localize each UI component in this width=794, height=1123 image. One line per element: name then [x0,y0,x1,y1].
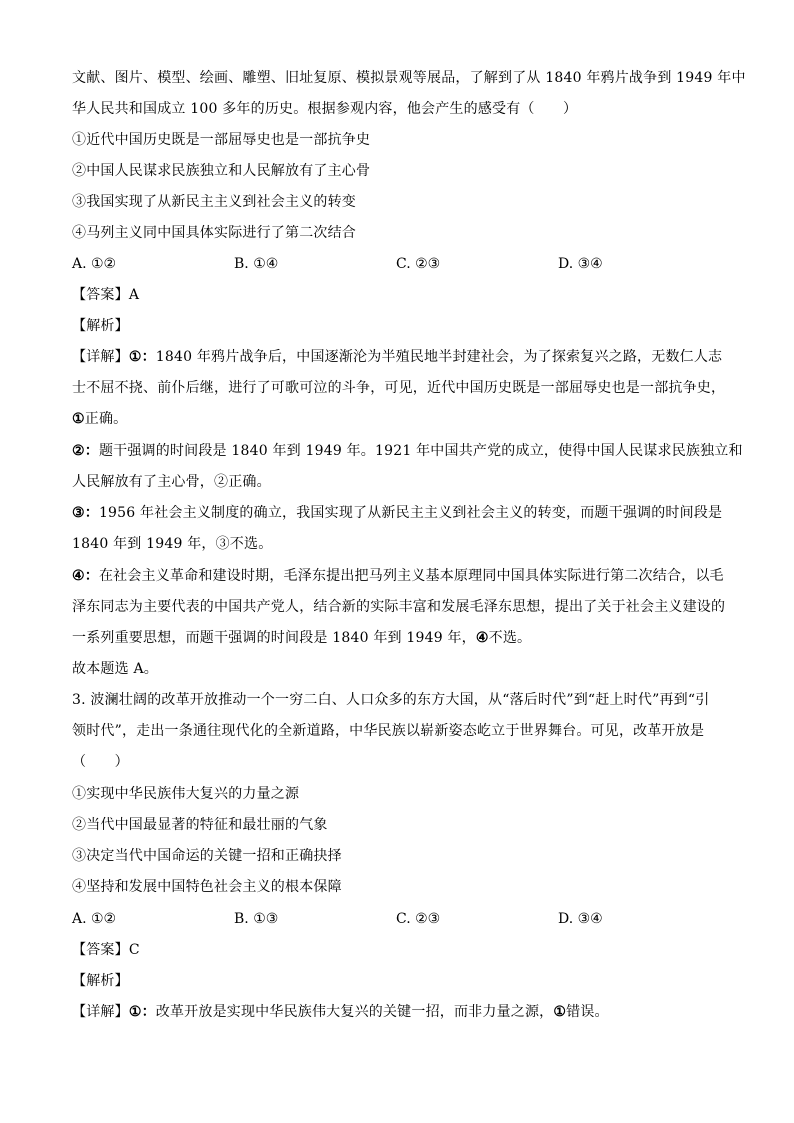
q3-answer [72,941,724,959]
detail-2-text: 题干强调的时间段是 1840 年到 1949 年。1921 年中国共产党的成立，使得中国人民谋求民族独立和 [98,443,743,459]
detail-label: 【详解】 [72,1004,129,1020]
q3-option-c: C. ②③ [396,911,441,927]
q2-answer [72,286,724,304]
detail-1-mark: ① [72,411,85,427]
answer-label: 【答案】 [72,942,129,958]
detail-1-text: 1840 年鸦片战争后，中国逐渐沦为半殖民地半封建社会，为了探索复兴之路，无数仁人志 [155,349,723,365]
q3-option-d: D. ③④ [558,911,603,927]
q2-detail-1-line-2: 士不屈不挠、前仆后继，进行了可歌可泣的斗争，可见，近代中国历史既是一部屈辱史也是一部抗争史， [72,380,726,396]
q2-detail-4-line-1 [72,567,724,585]
detail-4-post: 不选。 [488,630,532,646]
q2-detail-2-line-2: 人民解放有了主心骨，②正确。 [72,474,271,490]
q3-stem-line-2: 领时代”，走出一条通往现代化的全新道路，中华民族以崭新姿态屹立于世界舞台。可见，改革开放是 [72,723,705,739]
q3-detail-1-line-1 [72,1003,724,1021]
q2-stem-line-1: 文献、图片、模型、绘画、雕塑、旧址复原、模拟景观等展品，了解到了从 1840 年鸦片战争到 1949 年中 [72,70,746,86]
q2-analysis-label: 【解析】 [72,318,129,334]
detail-1-end: 正确。 [84,411,128,427]
q2-detail-2-line-1 [72,442,743,460]
detail-4-pre: 一系列重要思想，而题干强调的时间段是 1840 年到 1949 年， [72,630,476,646]
q2-conclusion: 故本题选 A。 [72,661,158,677]
q2-stem-line-2: 华人民共和国成立 100 多年的历史。根据参观内容，他会产生的感受有（ ） [72,101,578,117]
detail-3-lead: ③： [72,505,99,521]
q3-item-1: ①实现中华民族伟大复兴的力量之源 [72,786,300,802]
q3-option-b: B. ①③ [234,911,279,927]
q2-option-a: A. ①② [72,256,117,272]
q3-option-a: A. ①② [72,911,117,927]
answer-value: C [128,942,140,958]
detail-1-end: 错误。 [566,1004,609,1020]
answer-label: 【答案】 [72,287,129,303]
q2-item-4: ④马列主义同中国具体实际进行了第二次结合 [72,225,356,241]
detail-1-lead: ①： [128,1004,156,1020]
answer-value: A [128,287,140,303]
q3-stem-line-3: （ ） [72,754,129,770]
q3-item-4: ④坚持和发展中国特色社会主义的根本保障 [72,879,342,895]
detail-2-lead: ②： [72,443,99,459]
q2-detail-1-line-3 [72,410,724,428]
detail-3-text: 1956 年社会主义制度的确立，我国实现了从新民主主义到社会主义的转变，而题干强调的时间段是 [98,505,723,521]
q3-analysis-label: 【解析】 [72,973,129,989]
detail-4-mark: ④ [475,630,489,646]
q2-detail-3-line-1 [72,504,724,522]
q2-detail-4-line-3 [72,629,724,647]
detail-4-text: 在社会主义革命和建设时期，毛泽东提出把马列主义基本原理同中国具体实际进行第二次结合，以毛 [98,568,724,584]
q3-stem-line-1: 3. 波澜壮阔的改革开放推动一个一穷二白、人口众多的东方大国，从“落后时代”到“赶上时代”再到“引 [72,692,710,708]
q2-item-2: ②中国人民谋求民族独立和人民解放有了主心骨 [72,163,371,179]
detail-4-lead: ④： [72,568,99,584]
detail-1-lead: ①： [128,349,156,365]
q2-detail-3-line-2: 1840 年到 1949 年，③不选。 [72,536,273,552]
detail-1-mark: ① [553,1004,567,1020]
q2-detail-4-line-2: 泽东同志为主要代表的中国共产党人，结合新的实际丰富和发展毛泽东思想，提出了关于社会主义建设的 [72,599,726,615]
q2-option-b: B. ①④ [234,256,279,272]
detail-1-text: 改革开放是实现中华民族伟大复兴的关键一招，而非力量之源， [155,1004,554,1020]
q3-item-3: ③决定当代中国命运的关键一招和正确抉择 [72,848,342,864]
q2-item-1: ①近代中国历史既是一部屈辱史也是一部抗争史 [72,132,371,148]
q3-item-2: ②当代中国最显著的特征和最壮丽的气象 [72,817,328,833]
detail-label: 【详解】 [72,349,129,365]
q2-detail-1-line-1 [72,348,724,366]
q2-option-d: D. ③④ [558,256,603,272]
q2-option-c: C. ②③ [396,256,441,272]
q2-item-3: ③我国实现了从新民主主义到社会主义的转变 [72,194,356,210]
